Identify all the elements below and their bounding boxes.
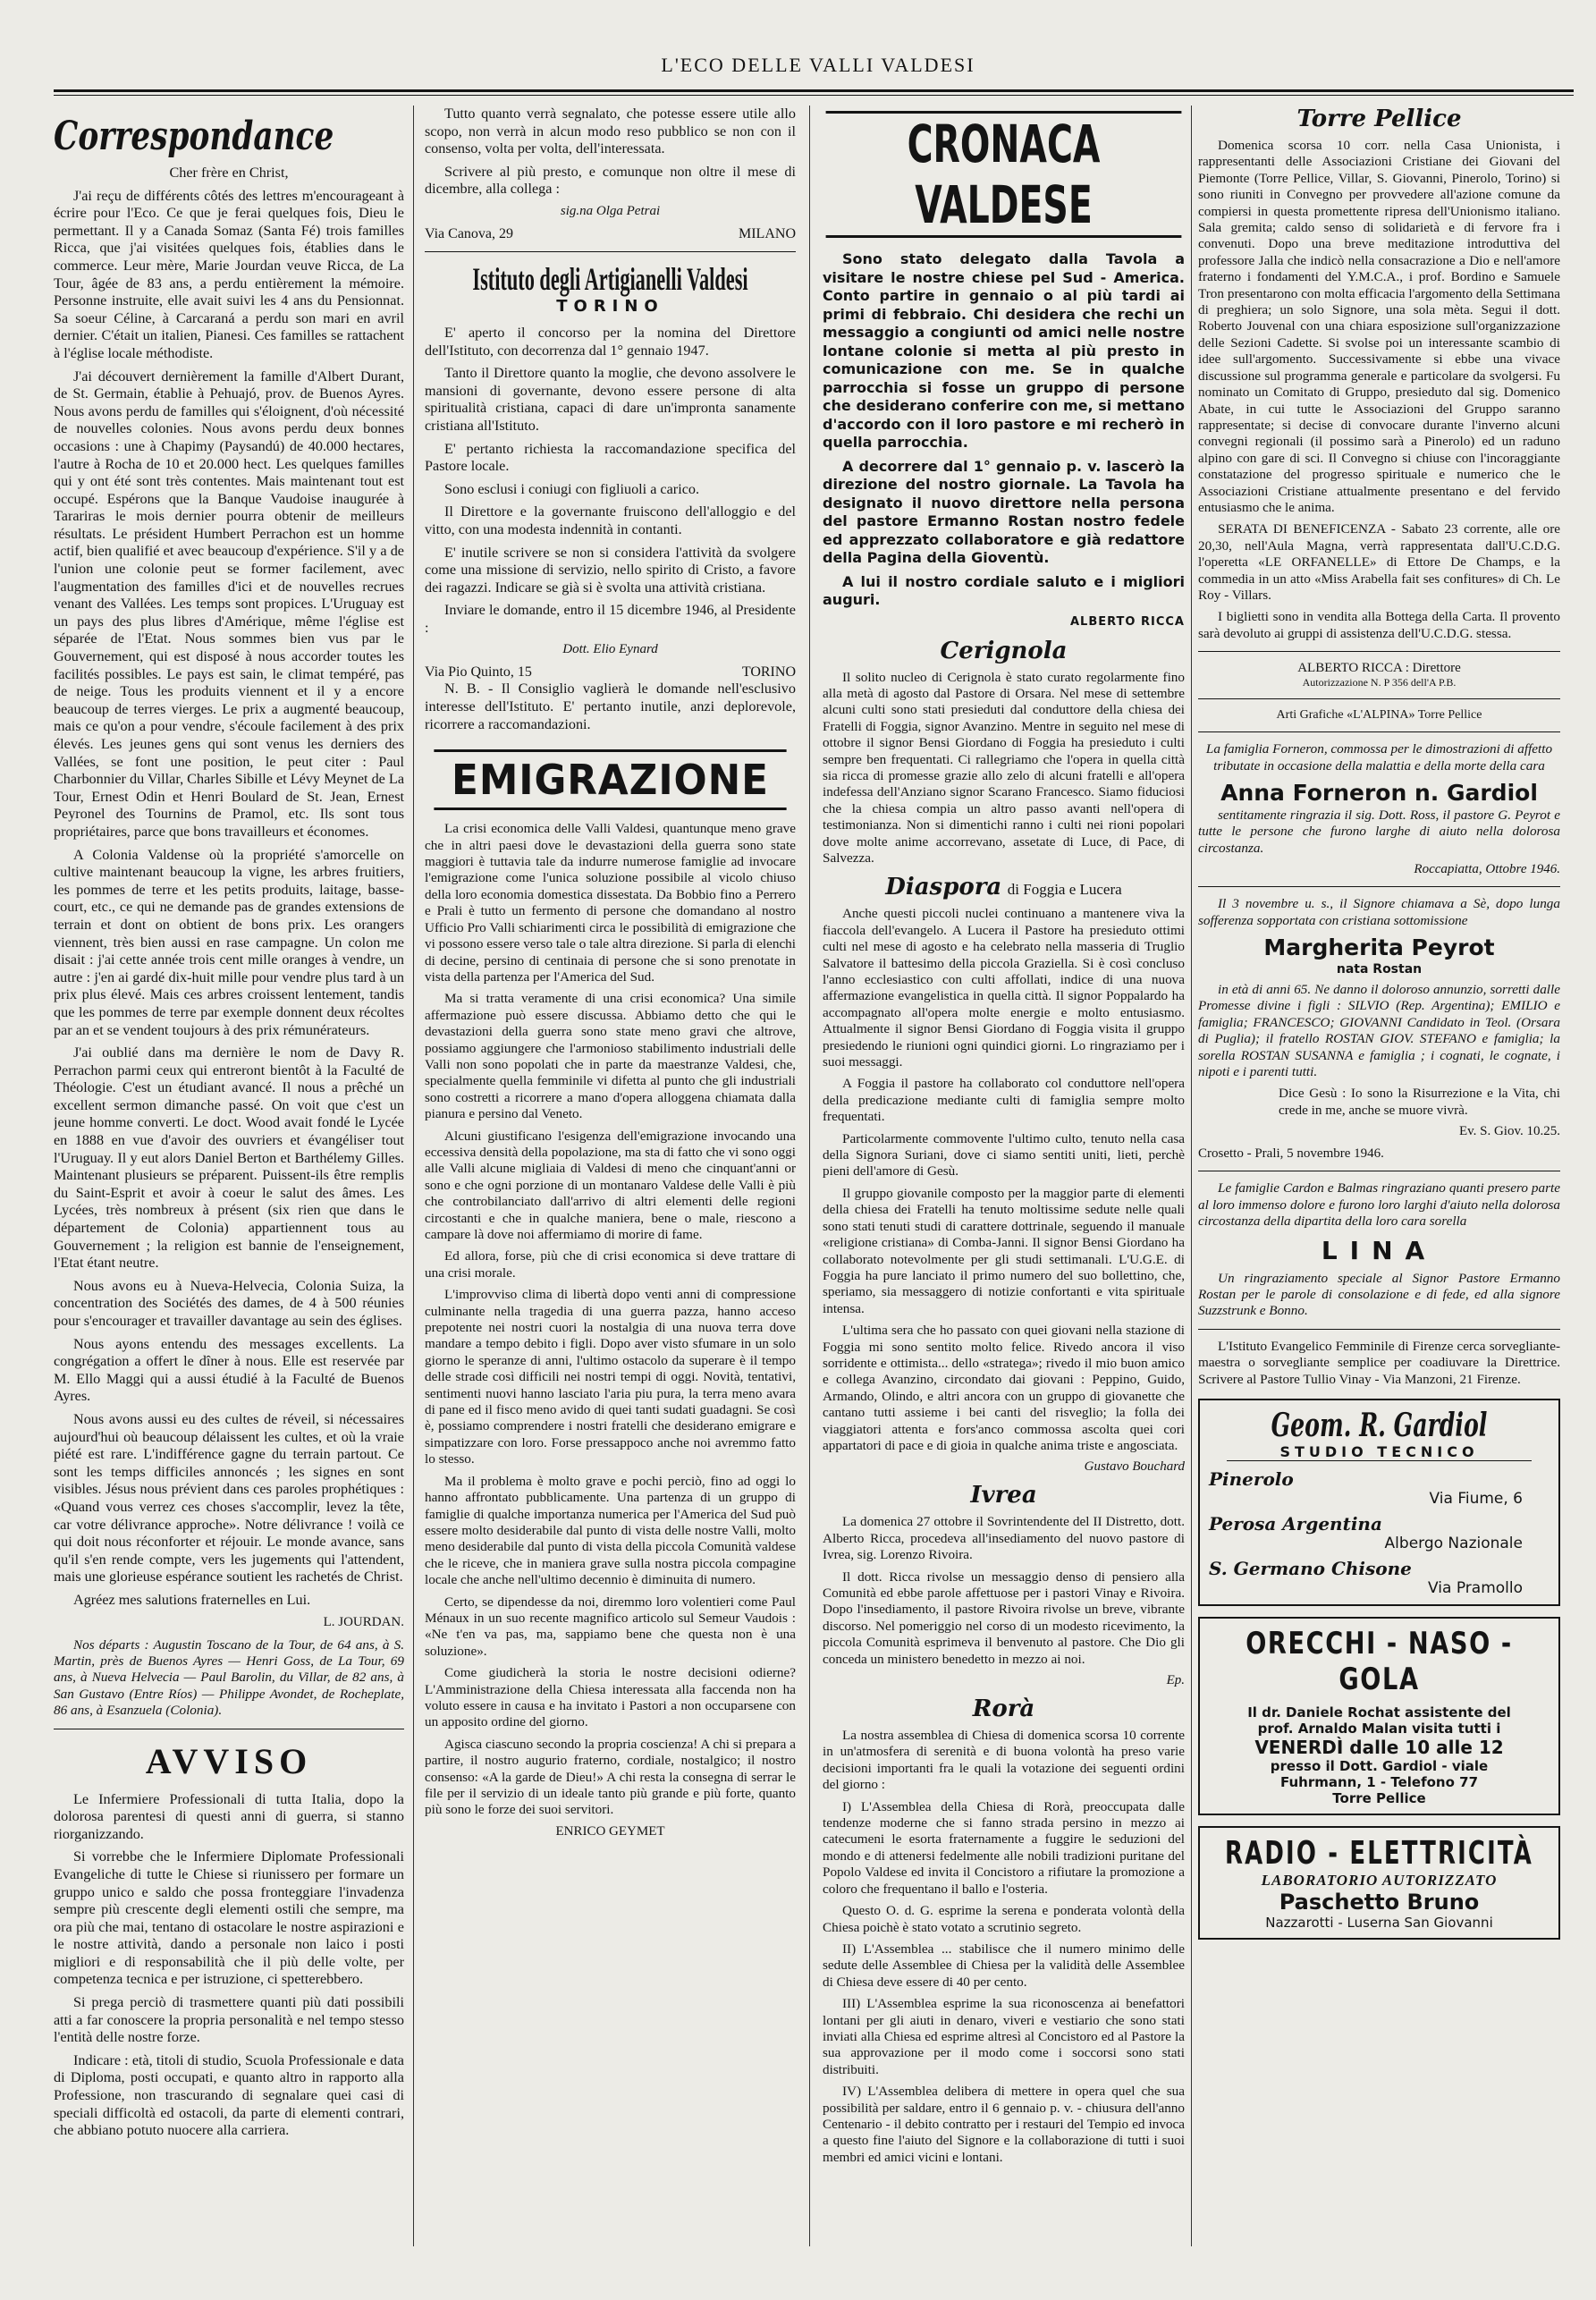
- lina-text: Un ringraziamento speciale al Signor Pastore Ermanno Rostan per le parole di consolazione e di fede, ed alla signore Suzzstrunk e Bonno.: [1198, 1270, 1560, 1319]
- avviso-paragraph: Indicare : età, titoli di studio, Scuola Professionale e data di Diploma, posti occupati, e quanto altro in rapporto alla Professione, non trascurando di segnalare quei casi di speciali difficoltà ed ostacoli, da parte di elementi contrari, che abbiano potuto nuocere alla carriera.: [54, 2051, 404, 2139]
- emigrazione-paragraph: Come giudicherà la storia le nostre decisioni odierne? L'Amministrazione della Chiesa interessata alla faccenda non ha voluto essere in causa e ha invitato i Pastori a non occuparsene con un apposito ordine del giorno.: [425, 1665, 796, 1730]
- orecchi-line: prof. Arnaldo Malan visita tutti i: [1257, 1720, 1501, 1737]
- radio-ad: [1198, 1826, 1560, 1940]
- correspondance-paragraph: J'ai reçu de différents côtés des lettres m'encourageant à écrire pour l'Eco. Ce que je ferai quelques fois, Dieu le permettant. Il y a Canada Somaz (Santa Fé) trois familles Ricca, que j'ai visitées quelques fois, établies dans le commerce. Leur mère, Marie Jourdan veuve Ricca, de La Tour, âgée de 83 ans, a perdu entièrement la mémoire. Personne instruite, elle avait suivi les 4 ans du Pensionnat. Sa soeur Céline, à Carcaraná a perdu son mari en avril dernier. C'était un italien, Pianesi. Ces familles se rattachent à l'église locale méthodiste.: [54, 187, 404, 361]
- istituto-president: Dott. Elio Eynard: [562, 642, 658, 657]
- torre-pellice-paragraph: SERATA DI BENEFICENZA - Sabato 23 corrente, alle ore 20,30, nell'Aula Magna, verrà rappresentata dall'U.C.D.G. l'operetta «LE ORFANELLE» di Ettore De Champs, e la commedia in un atto «Miss Arabella fait ses confitures» di Ch. Le Roy - Villars.: [1198, 521, 1560, 603]
- column-divider: [1191, 106, 1192, 2246]
- column-1: [54, 106, 404, 2246]
- radio-title: RADIO - ELETTRICITÀ: [1225, 1834, 1533, 1872]
- peyrot-text: in età di anni 65. Ne danno il doloroso annunzio, sorretti dalle Promesse divine i figli : SILVIO (Rep. Argentina); EMILIO e famiglia; FRANCESCO; GIOVANNI Candidato in Teol. (Orsara di Puglia); il fratello ROSTAN GIOV. STEFANO e famiglia; la sorella ROSTAN SUSANNA e famiglia ; i cognati, le cognate, i nipoti e i parenti tutti.: [1198, 982, 1560, 1080]
- section-divider: [1198, 731, 1560, 732]
- cronaca-signature: ALBERTO RICCA: [1070, 614, 1185, 629]
- avviso-continued-paragraph: Scrivere al più presto, e comunque non oltre il mese di dicembre, alla collega :: [425, 163, 796, 198]
- peyrot-place: Crosetto - Prali, 5 novembre 1946.: [1198, 1146, 1384, 1162]
- correspondance-paragraph: J'ai découvert dernièrement la famille d'Albert Durant, de St. Germain, établie à Pehuajó, prov. de Buenos Ayres. Nous avons perdu de familles qui s'éloignent, d'où nécessité de nouvelles colonies. Nous avons perdu deux bonnes occasions : une à Chapimy (Paysandú) de 40.000 hectares, l'autre à Rocha de 10 et 20.000 hect. Les quelques familles qui y ont été sont très contentes. Mais maintenant tout est occupé. Espérons que la Banque Vaudoise inaugurée à Tarariras le mois dernier pourra obtenir de meilleurs résultats. Le président Humbert Perrachon est un homme actif, bien qualifié et avec beaucoup d'expérience. S'il y a de l'union une colonie peut se former facilement, avec l'augmentation des familles d'ici et de nouvelles recrues venant des Vallées. Les temps sont propices. L'Uruguay est un pays des plus libres d'Amérique, même l'église est séparée de l'Etat. Nous sommes bien vus par le Gouvernement, qui est disposé à nous accorder toutes les facilités possibles. Le pays est sain, le climat tempéré, pas de neige. Tous les produits viennent et il y a encore beaucoup de terres vierges. Le prix a augmenté beaucoup, mais ce qu'on a pour vendre, s'écoule facilement à des prix élevés. Les jeunes gens qui sont venus les derniers des Vallées, se font une position, le peut citer : Paul Charbonnier du Villar, Charles Sibille et Lévy Meynet de La Tour, Ernest Odin et Henri Boulard de St. Jean, Ernest Peyronel des Tournins de Pramol, etc. Ils sont tous propriétaires, parce que bons travailleurs et économes.: [54, 368, 404, 840]
- diaspora-paragraph: A Foggia il pastore ha collaborato col conduttore nell'opera della predicazione mediante culti di famiglia sempre molto frequentati.: [823, 1076, 1185, 1125]
- column-2: [425, 106, 796, 2246]
- orecchi-title: ORECCHI - NASO - GOLA: [1246, 1625, 1513, 1697]
- istituto-paragraph: Inviare le domande, entro il 15 dicembre 1946, al Presidente :: [425, 602, 796, 636]
- correspondance-paragraph: Agréez mes salutions fraternelles en Lui.: [73, 1591, 311, 1608]
- diaspora-paragraph: Anche questi piccoli nuclei continuano a mantenere viva la fiaccola dell'evangelo. A Lucera il Pastore ha presieduto ottimi culti nel mese di agosto e ha celebrato nella masseria di Truglio Salvatore il battesimo della piccola Graziella. Si è così concluso l'anno ecclesiastico con culti affollati, indice di una nuova affermazione evangelistica in quella città. Il signor Poppalardo ha accompagnato all'opera molte energie e molto entusiasmo. Attualmente il signor Bensi Giordano di Foggia visita il gruppo presiedendo le riunioni ogni quindici giorni. Lo ringraziamo per i suoi messaggi.: [823, 906, 1185, 1070]
- diaspora-paragraph: Il gruppo giovanile composto per la maggior parte di elementi della chiesa dei Fratelli ha tenuto moltissime sedute nelle quali sono stati tenuti studi di carattere dottrinale, seguendo il manuale «religione cristiana» di Comba-Janni. Il signor Bensi Giordano ha collaborato notevolmente per gli studi settimanali. L'U.G.E. di Foggia ha pure lanciato il primo numero del suo bollettino, che, speriamo, sia messaggero di notizie confortanti e vita spirituale intensa.: [823, 1185, 1185, 1316]
- istituto-paragraph: Il Direttore e la governante fruiscono dell'alloggio e del vitto, con una modesta indennità in contanti.: [425, 503, 796, 537]
- address-city: MILANO: [739, 225, 796, 241]
- correspondance-title: Correspondance: [54, 114, 334, 159]
- rora-paragraph: La nostra assemblea di Chiesa di domenica scorsa 10 corrente in un'atmosfera di serenità e di buona volontà ha preso varie decisioni importanti fra le quali la votazione dei seguenti ordini del giorno :: [823, 1728, 1185, 1793]
- office-address: Via Pramollo: [1428, 1578, 1523, 1597]
- emigrazione-paragraph: La crisi economica delle Valli Valdesi, quantunque meno grave che in altri paesi dove le devastazioni della guerra sono state maggiori è tuttavia tale da indurre numerose famiglie ad invocare l'emigrazione come l'unica soluzione possibile al vicolo chiuso della loro economia domestica dissestata. Da Bobbio fino a Perrero e Prali è tutto un fermento di persone che domandano al nostro Ufficio Pro Valli schiarimenti circa le possibilità di emigrazione che vi possono essere verso tale o tale altra direzione. Si parla di elenchi di decine, persino di centinaia di persone che si sono prenotate in vista della partenza per l'America del Sud.: [425, 821, 796, 985]
- diaspora-title: Diaspora: [885, 874, 1002, 901]
- torre-pellice-paragraph: I biglietti sono in vendita alla Bottega della Carta. Il provento sarà devoluto ai gruppi di assistenza dell'U.C.D.G. stessa.: [1198, 609, 1560, 641]
- gardiol-subtitle: STUDIO TECNICO: [1227, 1443, 1532, 1461]
- istituto-femminile-notice: L'Istituto Evangelico Femminile di Firenze cerca sorvegliante-maestra o sorvegliante semplice per coadiuvare la Direttrice. Scrivere al Pastore Tullio Vinay - Via Manzoni, 21 Firenze.: [1198, 1338, 1560, 1387]
- rora-paragraph: III) L'Assemblea esprime la sua riconoscenza ai benefattori lontani per gli aiuti in denaro, viveri e vestiario che sono stati inviati alla Chiesa ed esprime altresì al Concistoro ed al Pastore la sua approvazione per il modo come i soccorsi sono stati distribuiti.: [823, 1996, 1185, 2077]
- office-town: Perosa Argentina: [1209, 1512, 1382, 1535]
- cerignola-paragraph: Il solito nucleo di Cerignola è stato curato regolarmente fino alla metà di agosto dal Pastore di Orsara. Nel mese di settembre alcuni culti sono stati presieduti dal conduttore della chiesa dei Fratelli di Foggia, signor Avanzino. Mentre in seguito nel mese di ottobre il signor Bensi Giordano di Foggia ha presieduto i culti sempre ben frequentati. Ci rallegriamo che l'opera in quella città sia ricca di promesse grazie allo zelo di alcuni fratelli e all'opera indefessa dell'Anziano signor Scarano Francesco. Siamo fiduciosi che la chiesa compia un altro passo avanti nell'opera di testimonianza. Non si dimentichi ranno i culti nei rioni popolari dove molte anime accorrevano, assetate di Luce, di Pace, di Salvezza.: [823, 669, 1185, 866]
- ivrea-title: Ivrea: [970, 1482, 1037, 1509]
- avviso-paragraph: Si prega perciò di trasmettere quanti più dati possibili atti a far conoscere la propria personalità e nel tempo stesso l'entità delle nostre forze.: [54, 1994, 404, 2046]
- correspondance-paragraph: J'ai oublié dans ma dernière le nom de Davy R. Perrachon parmi ceux qui entreront bientôt à la Faculté de Théologie. C'est un étudiant avancé. Il nous a prêché un excellent sermon dimanche passé. On voit que c'est un jeune homme converti. Le doct. Wood avait fondé le Lycée en 1888 en vue d'avoir des ouvriers et évangéliser tout l'Uruguay. Il y eut alors Daniel Berton et Barthélemy Gilles. Maintenant plusieurs se préparent. Puissent-ils être remplis du Saint-Esprit et avoir à coeur le salut des âmes. Les Lycées, très nombreux à présent (six rien que dans le département de Colonia) appartiennent tous au Gouvernement ; la religion est bannie de l'enseignement, l'Etat étant neutre.: [54, 1044, 404, 1272]
- address-city: TORINO: [741, 664, 796, 681]
- running-head: L'ECO DELLE VALLI VALDESI: [661, 54, 975, 76]
- emigrazione-paragraph: Alcuni giustificano l'esigenza dell'emigrazione invocando una eccessiva densità della popolazione, ma sta di fatto che vi sono oggi alle Valli alcune migliaia di Valdesi di meno che cinquant'anni or sono e che ogni porzione di un montanaro Valdese delle Valli è più che controbilanciato dall'arrivo di altri elementi delle regioni circostanti e che in qualche maniera, bene o male, riescono a campare là dove noi affermiamo di morire di fame.: [425, 1128, 796, 1242]
- peyrot-intro: Il 3 novembre u. s., il Signore chiamava a Sè, dopo lunga sofferenza sopportata con cristiana sottomissione: [1198, 896, 1560, 928]
- avviso-paragraph: Le Infermiere Professionali di tutta Italia, dopo la dolorosa parentesi di questi anni di guerra, si stanno riorganizzando.: [54, 1790, 404, 1842]
- orecchi-ad: [1198, 1617, 1560, 1815]
- cronaca-bold-paragraph: A decorrere dal 1° gennaio p. v. lascerò la direzione del nostro giornale. La Tavola ha designato il nuovo direttore nella persona del pastore Ermanno Rostan nostro fedele ed apprezzato collaboratore e già redattore della Pagina della Gioventù.: [823, 457, 1185, 566]
- address-street: Via Pio Quinto, 15: [425, 664, 532, 681]
- forneron-intro: La famiglia Forneron, commossa per le dimostrazioni di affetto tributate in occasione della malattia e della morte della cara: [1205, 741, 1553, 774]
- correspondance-paragraph: Nous avons eu à Nueva-Helvecia, Colonia Suiza, la concentration des Sociétés des dames, de 4 à 500 réunies pour s'encourager et travailler davantage au sein des églises.: [54, 1277, 404, 1329]
- emigrazione-title: EMIGRAZIONE: [434, 749, 786, 810]
- diaspora-heading: [823, 874, 1185, 901]
- diaspora-paragraph: L'ultima sera che ho passato con quei giovani nella stazione di Foggia mi sono sentito molto felice. Rivedo ancora il viso sorridente e ottimista... dello «stratega»; rivedo il mio buon amico e collega Avanzino, circondato dai giovani : Peppino, Guido, Armando, Olindo, e altri ancora con un gruppo di giovanette che cantano tutti assieme i bei canti del risveglio; la folla dei viaggiatori attenta e fors'anco commossa ascolta quei cori appartatori di pace e di gioia in qualche anima triste e angosciata.: [823, 1323, 1185, 1453]
- avviso-contact-address: [425, 226, 796, 242]
- forneron-name: Anna Forneron n. Gardiol: [1220, 780, 1538, 806]
- authorization-line: Autorizzazione N. P 356 dell'A P.B.: [1302, 676, 1457, 689]
- gardiol-name: Geom. R. Gardiol: [1271, 1406, 1488, 1444]
- section-divider: [1198, 1329, 1560, 1330]
- forneron-text: sentitamente ringrazia il sig. Dott. Ross, il pastore G. Peyrot e tutte le persone che furono larghe di aiuto nella dolorosa circostanza.: [1198, 808, 1560, 856]
- rora-paragraph: Questo O. d. G. esprime la serena e ponderata volontà della Chiesa poichè è stato votato a scrutinio segreto.: [823, 1903, 1185, 1935]
- cronaca-bold-paragraph: A lui il nostro cordiale saluto e i migliori auguri.: [823, 572, 1185, 608]
- correspondance-signature: L. JOURDAN.: [323, 1614, 404, 1629]
- orecchi-line: presso il Dott. Gardiol - viale: [1270, 1757, 1489, 1774]
- cronaca-bold-paragraph: Sono stato delegato dalla Tavola a visitare le nostre chiese pel Sud - America. Conto partire in gennaio o al più tardi ai primi di febbraio. Chi desidera che rechi un messaggio a congiunti od amici nelle nostre lontane colonie si metta al più presto in comunicazione con me. Se in qualche parrocchia si fosse un gruppo di persone che desiderano conferire con me, si mettano d'accordo con il loro pastore e mi recherò in quella parrocchia.: [823, 250, 1185, 451]
- ivrea-signature: Ep.: [1166, 1673, 1185, 1688]
- column-divider: [809, 106, 810, 2246]
- rora-paragraph: IV) L'Assemblea delibera di mettere in opera quel che sua possibilità per saldare, entro il 6 gennaio p. v. - chiusura dell'anno Centenario - il debito contratto per i restauri del Tempio ed invoca a questo fine l'aiuto del Signore e la collaborazione di tutti i suoi membri ed amici vicini e lontani.: [823, 2084, 1185, 2165]
- departures-note: Nos départs : Augustin Toscano de la Tour, de 64 ans, à S. Martin, près de Buenos Ayres — Henri Goss, de La Tour, 69 ans, à Nueva Helvecia — Paul Barolin, du Villar, de 82 ans, à San Gustavo (Entre Ríos) — Philippe Avondet, de Rocheplate, 86 ans, à Esanzuela (Colonia).: [54, 1636, 404, 1719]
- torre-pellice-title: Torre Pellice: [1296, 106, 1462, 132]
- orecchi-line: VENERDÌ dalle 10 alle 12: [1254, 1736, 1504, 1758]
- istituto-paragraph: Sono esclusi i coniugi con figliuoli a carico.: [444, 480, 700, 497]
- emigrazione-paragraph: Ma si tratta veramente di una crisi economica? Una simile affermazione può essere discussa. Abbiamo detto che qui le devastazioni della guerra sono state meno gravi che altrove, possiamo aggiungere che l'armonioso stabilimento industriali delle Valli non sono popolati che in parte da maestranze Valdesi, che, specialmente quella femminile vi difetta al punto che gli industriali sono costretti a ricorrere a mano d'opera alloggena chiamata dalla pianura e persino dal Veneto.: [425, 991, 796, 1122]
- istituto-paragraph: E' pertanto richiesta la raccomandazione specifica del Pastore locale.: [425, 440, 796, 475]
- cerignola-title: Cerignola: [940, 637, 1068, 664]
- peyrot-subname: nata Rostan: [1336, 962, 1423, 977]
- section-divider: [1198, 651, 1560, 652]
- header-rule: [54, 89, 1574, 92]
- correspondance-paragraph: A Colonia Valdense où la propriété s'amorcelle on cultive maintenant beaucoup la vigne, les arbres fruitiers, les pommes de terre et les petits produits, laitage, basse-court, etc., ce qui ne demande pas de grandes extensions de terrain et dont on obtient de bons prix. Les orangers viennent, très bien aussi en rase campagne. Un colon me disait : j'ai cette année trois cent mille oranges à vendre, un autre : j'en ai gardé dix-huit mille pour vendre plus tard à un prix plus élevé. Mais ces arbres croissent lentement, tandis que les pommes de terre par exemple donnent deux récoltes par an et se vendent toujours à des prix rémunérateurs.: [54, 846, 404, 1038]
- peyrot-reference: Ev. S. Giov. 10.25.: [1458, 1124, 1560, 1139]
- section-divider: [425, 251, 796, 252]
- istituto-city: TORINO: [556, 296, 664, 316]
- diaspora-signature: Gustavo Bouchard: [1084, 1459, 1185, 1475]
- rora-paragraph: I) L'Assemblea della Chiesa di Rorà, preoccupata dalle tendenze moderne che si fanno strada persino in mezzo ai catecumeni le esorta fraternamente a fuggire le seduzioni del mondo e di attenersi fedelmente alle nobili tradizioni puritane del Popolo Valdese ed invita il Concistoro a rifiutare la promozione a coloro che frequentano il ballo e l'osteria.: [823, 1798, 1185, 1897]
- peyrot-verse: Dice Gesù : Io sono la Risurrezione e la Vita, chi crede in me, anche se muore vivrà.: [1279, 1086, 1560, 1118]
- diaspora-subtitle: di Foggia e Lucera: [1007, 881, 1122, 899]
- avviso-title: AVVISO: [145, 1740, 313, 1781]
- istituto-paragraph: E' aperto il concorso per la nomina del Direttore dell'Istituto, con decorrenza dal 1° gennaio 1947.: [425, 324, 796, 359]
- printer-line: Arti Grafiche «L'ALPINA» Torre Pellice: [1276, 708, 1482, 723]
- lina-name: LINA: [1321, 1235, 1438, 1265]
- radio-address: Nazzarotti - Luserna San Giovanni: [1265, 1914, 1493, 1931]
- radio-name: Paschetto Bruno: [1279, 1889, 1480, 1915]
- emigrazione-paragraph: Agisca ciascuno secondo la propria coscienza! A chi si prepara a partire, il nostro augurio fraterno, cordiale, nostalgico; il nostro consenso: «A la garde de Dieu!» A chi resta la consegna di serrar le file per il servizio di un ideale tanto più grande e più forte, quanto più sono le forze dei suoi servitori.: [425, 1736, 796, 1818]
- emigrazione-paragraph: L'improvviso clima di libertà dopo venti anni di compressione culminante nella tragedia di una guerra pazza, hanno acceso prepotente nei nostri cuori la nostalgia di una nuova terra dove mandare a tempo debito i figli. Dopo aver visto sfumare in un solo giorno le speranze di anni, l'ultimo ostacolo da superare è il tempo delle strade così difficili nei nostri tempi di oggi. Novità, tentativi, sentimenti nuovi hanno lasciato l'aria piu pura, la terra meno avara di pane ed il fisco meno avido di quei tanti sudati guadagni. Se così è, possiamo comprendere i nostri fratelli che desiderano emigrare e simpatizzare con loro. Forse pressappoco anche noi avremmo fatto lo stesso.: [425, 1287, 796, 1467]
- section-divider: [1198, 886, 1560, 887]
- office-address: Albergo Nazionale: [1384, 1534, 1523, 1552]
- cardon-text: Le famiglie Cardon e Balmas ringraziano quanti presero parte al loro immenso dolore e furono loro larghi d'aiuto nella dolorosa circostanza della dipartita della loro cara sorella: [1198, 1180, 1560, 1230]
- orecchi-line: Il dr. Daniele Rochat assistente del: [1247, 1704, 1511, 1721]
- orecchi-line: Fuhrmann, 1 - Telefono 77: [1279, 1773, 1479, 1790]
- office-town: S. Germano Chisone: [1209, 1557, 1412, 1579]
- section-divider: [1198, 698, 1560, 699]
- column-4: [1198, 106, 1560, 2246]
- radio-lab: LABORATORIO AUTORIZZATO: [1261, 1871, 1498, 1889]
- gardiol-ad: [1198, 1399, 1560, 1606]
- column-divider: [413, 106, 414, 2246]
- avviso-contact-name: sig.na Olga Petrai: [560, 203, 661, 218]
- cronaca-title: CRONACA VALDESE: [826, 111, 1182, 238]
- forneron-place: Roccapiatta, Ottobre 1946.: [1414, 862, 1560, 877]
- salutation: Cher frère en Christ,: [169, 165, 289, 181]
- istituto-nb: N. B. - Il Consiglio vaglierà le domande nell'esclusivo interesse dell'Istituto. E' pertanto inutile, anzi deplorevole, ricorrere a raccomandazioni.: [425, 681, 796, 732]
- diaspora-paragraph: Particolarmente commovente l'ultimo culto, tenuto nella casa della Signora Suriani, dove ci siamo sentiti uniti, lieti, perchè pieni dell'amore di Gesù.: [823, 1130, 1185, 1180]
- avviso-paragraph: Si vorrebbe che le Infermiere Diplomate Professionali Evangeliche di tutte le Chiese si riunissero per formare un gruppo unico e saldo che possa fronteggiare l'invadenza sempre più crescente degli elementi ostili che sempre, ma ora più che mai, tentano di ostacolare le nostre aspirazioni e le nostre attività, dando a personale non laico i posti migliori e di responsabilità che il più delle volte, per competenza tecnica e per istruzione, ci spetterebbero.: [54, 1848, 404, 1988]
- orecchi-line: Torre Pellice: [1332, 1789, 1426, 1806]
- torre-pellice-paragraph: Domenica scorsa 10 corr. nella Casa Unionista, i rappresentanti delle Associazioni Cristiane dei Giovani del Piemonte (Torre Pellice, Villar, S. Giovanni, Pinerolo, Torino) si sono riuniti in Convegno per provvedere all'azione comune da compiersi in questa promettente ripresa dell'Unionismo italiano. Sala gremita; caldo senso di solidarietà e di fervore fra i convenuti. Dopo una breve meditazione introduttiva del professore Jalla che indicò nella consacrazione a Dio e nell'amore fraterno i fondamenti del Y.M.C.A., i prof. Bordino e Samuele Tron presentarono con molta efficacia l'argomento della Settimana di preghiera; un solo Signore, una sola mèta. Segui il dott. Roberto Jouvenal con una chiara esposizione sull'organizzazione delle Sezioni Cadette. Si svolse poi un interessante scambio di idee sull'argomento. Successivamente si ebbe una vivace discussione sul programma generale e particolare da svolgersi. Fu nominato un Comitato di Gruppo, presieduto dal sig. Domenico Abate, in cui tutte le Associazioni del Gruppo saranno rappresentate; si decise di convocare durante l'inverno alcuni convegni regionali (il possimo sarà a Pinerolo) ed un raduno alpino con gare di sci. Il Convegno si chiuse con l'incoraggiante constatazione del progresso spirituale e numerico che le Associazioni Cristiane attualmente presentano e del fervido entusiasmo che le anima.: [1198, 138, 1560, 515]
- office-town: Pinerolo: [1209, 1467, 1294, 1490]
- emigrazione-paragraph: Ed allora, forse, più che di crisi economica si deve trattare di una crisi morale.: [425, 1248, 796, 1281]
- peyrot-name: Margherita Peyrot: [1263, 934, 1495, 961]
- ivrea-paragraph: La domenica 27 ottobre il Sovrintendente del II Distretto, dott. Alberto Ricca, procedeva all'insediamento del nuovo pastore di Ivrea, sig. Lorenzo Rivoira.: [823, 1514, 1185, 1563]
- istituto-address: [425, 664, 796, 681]
- rora-paragraph: II) L'Assemblea ... stabilisce che il numero minimo delle sedute delle Assemblee di Chiesa per la validità delle Assemblee di Chiesa deve essere di 40 per cento.: [823, 1941, 1185, 1990]
- director-line: ALBERTO RICCA : Direttore: [1297, 661, 1461, 676]
- correspondance-paragraph: Nous ayons entendu des messages excellents. La congrégation a offert le dîner à nous. Elle est reservée par M. Ello Maggi qui a aussi étudié à la Faculté de Buenos Ayres.: [54, 1335, 404, 1405]
- avviso-continued-paragraph: Tutto quanto verrà segnalato, che potesse essere utile allo scopo, non verrà in alcun modo reso pubblico se non con il consenso, volta per volta, dell'interessata.: [425, 106, 796, 157]
- istituto-paragraph: Tanto il Direttore quanto la moglie, che devono assolvere le mansioni di governante, devono essere persone di alta spiritualità cristiana, capaci di dare un'impronta sanamente cristiana all'Istituto.: [425, 365, 796, 434]
- column-3: [823, 106, 1185, 2246]
- ivrea-paragraph: Il dott. Ricca rivolse un messaggio denso di pensiero alla Comunità ed ebbe parole affettuose per i pastori Vinay e Rivoira. Dopo l'insediamento, il pastore Rivoira rivolse un breve, vibrante discorso. Nel pomeriggio nel corso di un modesto ricevimento, la piccola Comunità esprimeva il benvenuto al pastore. Che Dio gli conceda un ministero benedetto in mezzo ai noi.: [823, 1569, 1185, 1667]
- correspondance-paragraph: Nous avons aussi eu des cultes de réveil, si nécessaires aujourd'hui où beaucoup délaissent les cultes, et où la vraie piété est rare. L'indifférence gagne du terrain partout. Ce sont les temps difficiles annoncés ; les signes en sont visibles. Jésus nous prévient dans ces paroles prophétiques : «Quand vous verrez ces choses s'accomplir, levez la tête, car votre délivrance approche». Notre délivrance ! voilà ce qui doit nous réconforter et réjouir. Le monde avance, sans qu'il s'en rende compte, vers les jugements qui l'attendent, mais une glorieuse espérance soutient les rachetés de Christ.: [54, 1410, 404, 1585]
- emigrazione-paragraph: Ma il problema è molto grave e pochi perciò, fino ad oggi lo hanno affrontato pubblicamente. Una partenza di un gruppo di famiglie di qualche importanza numerica per l'America del Sud può essere molto desiderabile dal punto di vista delle nostre Valli, molto meno desiderabile dal punto di vista della piccola Comunità valdese che le riceve, che in maniera grave sulla nostra piccola compagine locale che anche nell'ultimo decennio è diminuita di numero.: [425, 1473, 796, 1588]
- header-rule-thin: [54, 95, 1574, 96]
- istituto-paragraph: E' inutile scrivere se non si considera l'attività da svolgere come una missione di servizio, nello spirito di Cristo, a favore dei ragazzi. Indicare se già si è svolta una attività cristiana.: [425, 544, 796, 596]
- emigrazione-signature: ENRICO GEYMET: [555, 1823, 665, 1839]
- office-address: Via Fiume, 6: [1429, 1489, 1523, 1508]
- address-street: Via Canova, 29: [425, 225, 514, 241]
- emigrazione-paragraph: Certo, se dipendesse da noi, diremmo loro volentieri come Paul Ménaux in un suo recente magnifico articolo sul Semeur Vaudois : «Ne t'en va pas, ma, sappiamo bene che questa non è una soluzione».: [425, 1594, 796, 1659]
- rora-title: Rorà: [972, 1695, 1035, 1723]
- istituto-title: Istituto degli Artigianelli Valdesi: [472, 260, 748, 297]
